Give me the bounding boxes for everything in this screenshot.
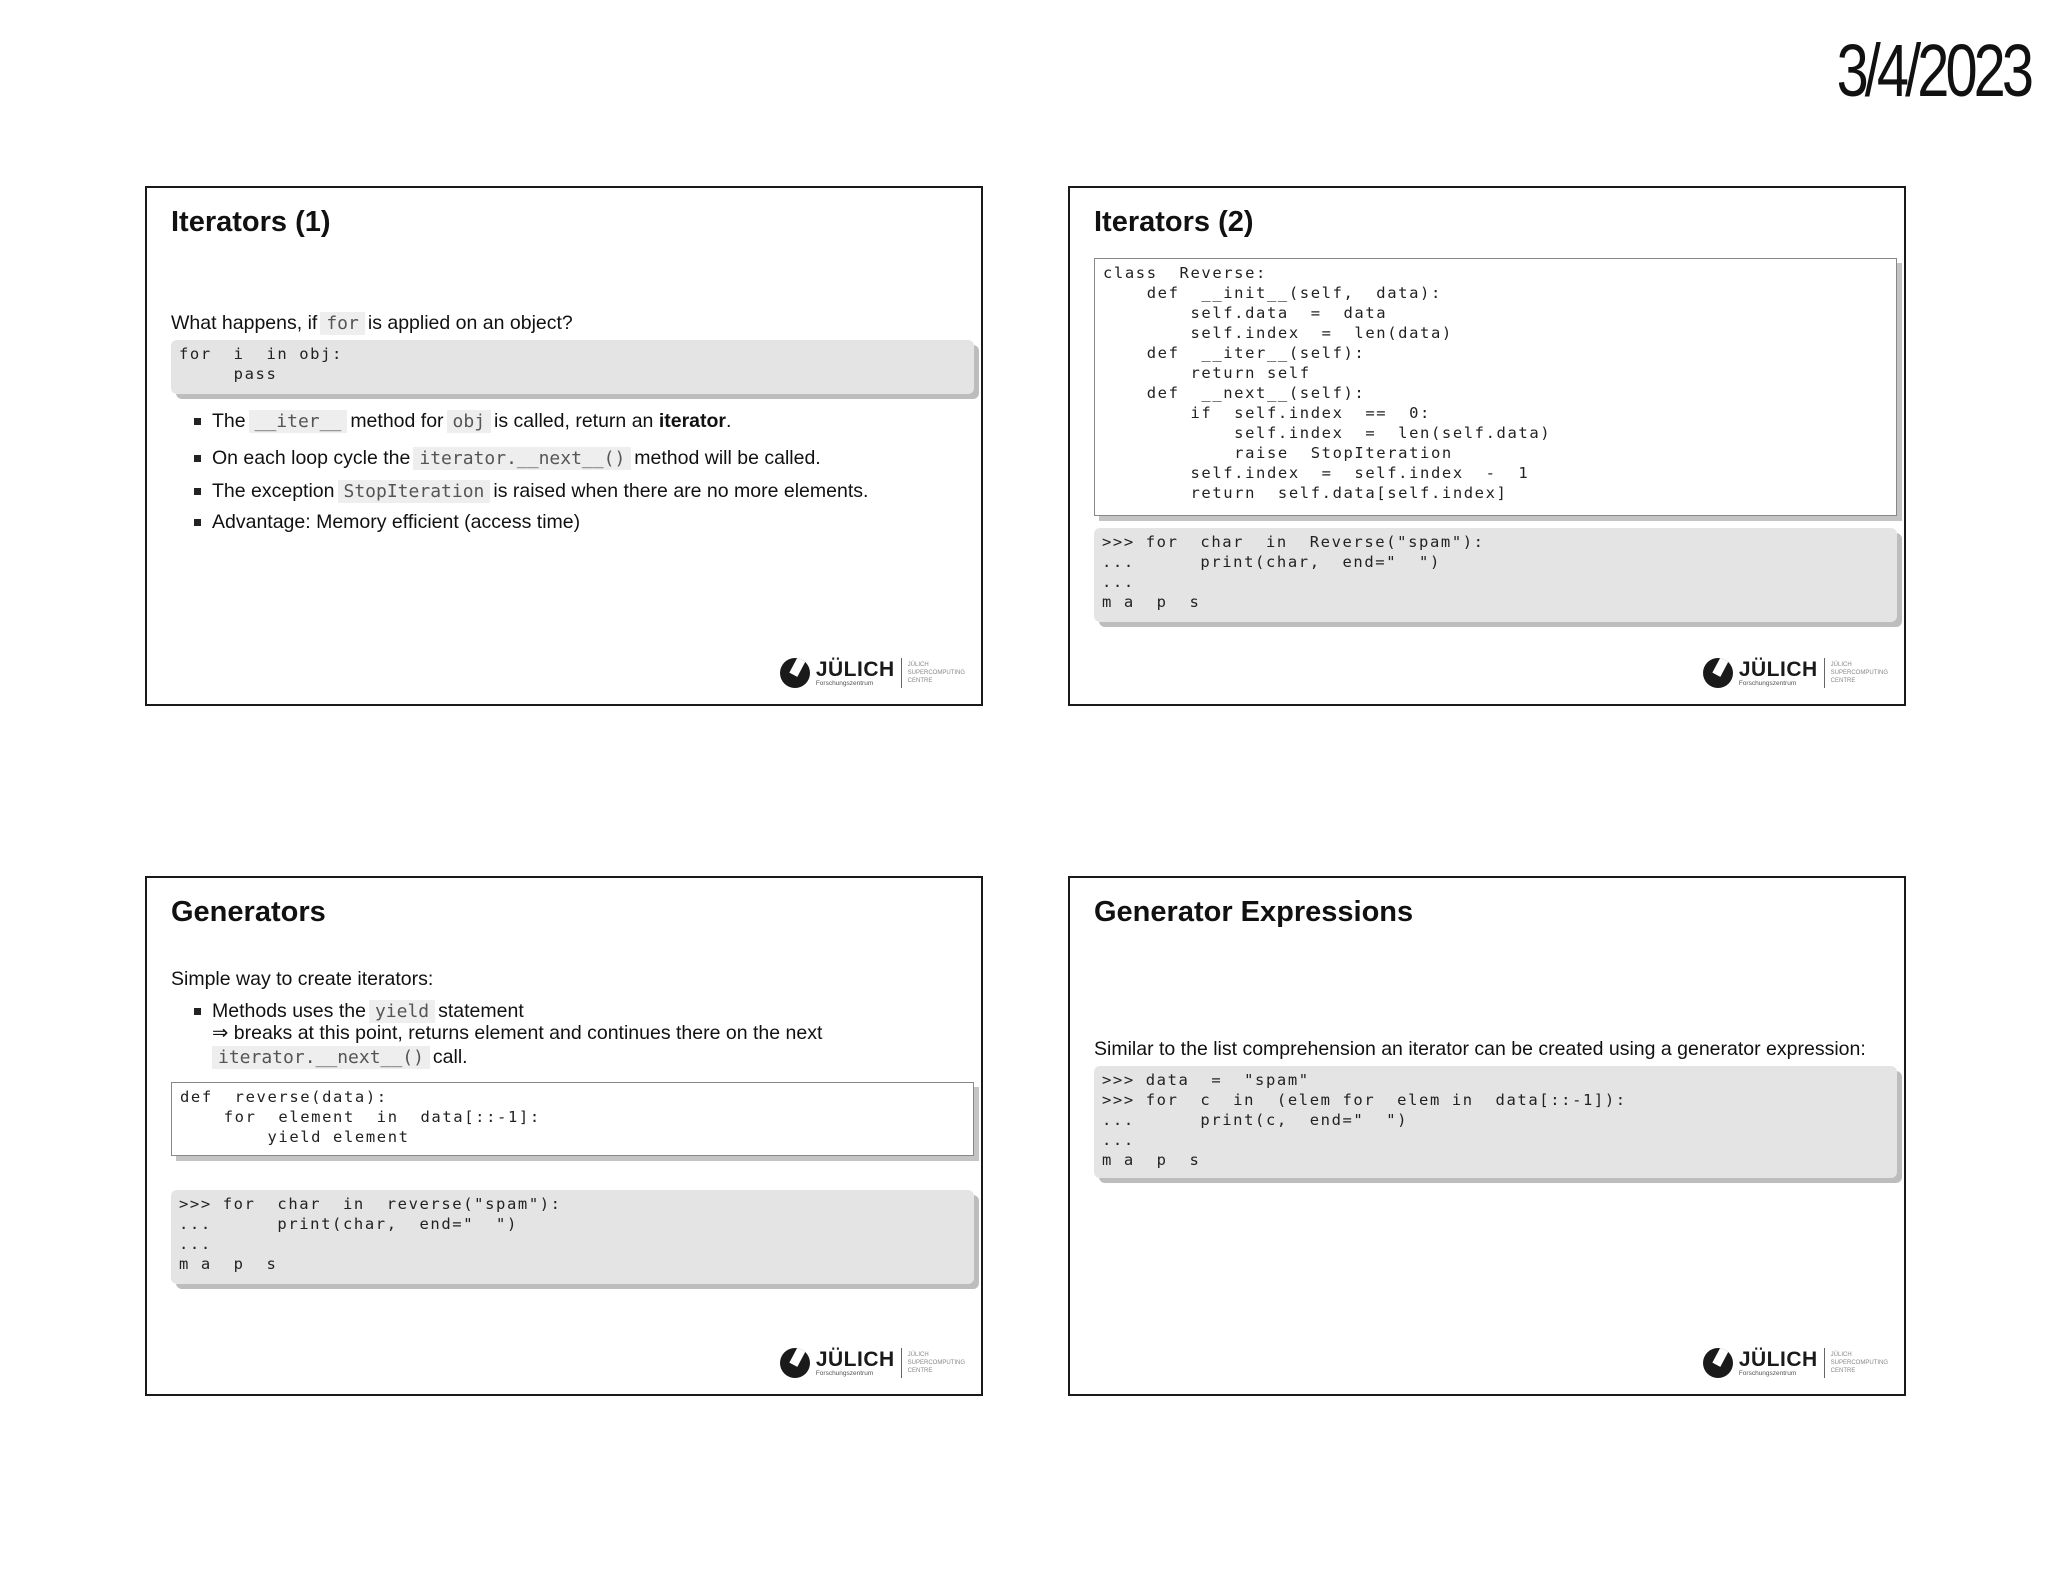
bold-term: iterator: [658, 410, 726, 432]
logo-centre: JÜLICH SUPERCOMPUTING CENTRE: [907, 1352, 965, 1374]
logo-centre: JÜLICH SUPERCOMPUTING CENTRE: [1830, 662, 1888, 684]
logo-centre: JÜLICH SUPERCOMPUTING CENTRE: [1830, 1352, 1888, 1374]
bullet-item: [192, 480, 868, 503]
sub-text: ⇒ breaks at this point, returns element and continues there on the next: [212, 1022, 823, 1044]
bullet-text: The: [212, 410, 246, 432]
inline-code: iterator.__next__(): [212, 1046, 430, 1069]
intro-text: Similar to the list comprehension an iterator can be created using a generator expression:: [1094, 1038, 1866, 1060]
bullet-text: is called, return an: [494, 410, 654, 432]
logo-name: JÜLICH: [1738, 1347, 1818, 1371]
repl-block: >>> for char in reverse("spam"): ... print(char, end=" ") ... m a p s: [171, 1190, 974, 1284]
julich-logo-icon: [1703, 658, 1733, 688]
julich-logo: [780, 1348, 965, 1378]
logo-divider: [1824, 1348, 1825, 1378]
code-block: class Reverse: def __init__(self, data): self.data = data self.index = len(data) def __iter__(self): return self def __next__(self): if self.index == 0: self.index = len(self.data) raise StopIteration self.index = self.index - 1 return self.data[self.index]: [1094, 258, 1897, 516]
logo-sub: Forschungszentrum: [1738, 1369, 1797, 1377]
question-text: [171, 312, 573, 335]
inline-code: for: [320, 312, 365, 335]
bullet-text: method will be called.: [634, 447, 821, 469]
slide-generator-expressions: [1068, 876, 1906, 1396]
slide-title: Iterators (2): [1094, 206, 1254, 238]
slide-title: Generators: [171, 896, 326, 928]
bullet-item: [192, 1000, 524, 1023]
bullet-list: [192, 410, 868, 533]
logo-name: JÜLICH: [815, 657, 895, 681]
logo-centre: JÜLICH SUPERCOMPUTING CENTRE: [907, 662, 965, 684]
sub-text-post: call.: [432, 1046, 468, 1068]
logo-divider: [901, 658, 902, 688]
inline-code: yield: [369, 1000, 435, 1023]
bullet-item: Advantage: Memory efficient (access time): [192, 511, 868, 533]
logo-divider: [901, 1348, 902, 1378]
inline-code: obj: [447, 410, 492, 433]
julich-logo-icon: [780, 658, 810, 688]
logo-divider: [1824, 658, 1825, 688]
inline-code: __iter__: [249, 410, 348, 433]
code-block: for i in obj: pass: [171, 340, 974, 394]
logo-name: JÜLICH: [815, 1347, 895, 1371]
slide-title: Iterators (1): [171, 206, 331, 238]
bullet-list: [192, 1000, 524, 1023]
julich-logo: [1703, 658, 1888, 688]
bullet-text: statement: [438, 1000, 524, 1022]
slide-generators: [145, 876, 983, 1396]
logo-sub: Forschungszentrum: [815, 679, 874, 687]
bullet-text: Methods uses the: [212, 1000, 366, 1022]
julich-logo-icon: [1703, 1348, 1733, 1378]
page-date: 3/4/2023: [1836, 29, 2030, 112]
bullet-text: The exception: [212, 480, 335, 502]
repl-block: >>> for char in Reverse("spam"): ... print(char, end=" ") ... m a p s: [1094, 528, 1897, 622]
inline-code: StopIteration: [338, 480, 491, 503]
slide-iterators-1: [145, 186, 983, 706]
logo-name: JÜLICH: [1738, 657, 1818, 681]
inline-code: iterator.__next__(): [413, 447, 631, 470]
question-pre: What happens, if: [171, 312, 318, 334]
julich-logo: [1703, 1348, 1888, 1378]
julich-logo: [780, 658, 965, 688]
bullet-text: method for: [350, 410, 444, 432]
slide-iterators-2: [1068, 186, 1906, 706]
slide-title: Generator Expressions: [1094, 896, 1414, 928]
intro-text: Simple way to create iterators:: [171, 968, 434, 990]
julich-logo-icon: [780, 1348, 810, 1378]
logo-sub: Forschungszentrum: [1738, 679, 1797, 687]
code-block: def reverse(data): for element in data[::-1]: yield element: [171, 1082, 974, 1156]
bullet-text: is raised when there are no more elements.: [493, 480, 869, 502]
question-post: is applied on an object?: [367, 312, 573, 334]
bullet-text: .: [726, 410, 732, 432]
bullet-item: [192, 410, 868, 433]
bullet-text: On each loop cycle the: [212, 447, 411, 469]
logo-sub: Forschungszentrum: [815, 1369, 874, 1377]
bullet-item: [192, 447, 868, 470]
sub-text-line2: [209, 1046, 468, 1069]
repl-block: >>> data = "spam" >>> for c in (elem for elem in data[::-1]): ... print(c, end=" ") ... m a p s: [1094, 1066, 1897, 1178]
